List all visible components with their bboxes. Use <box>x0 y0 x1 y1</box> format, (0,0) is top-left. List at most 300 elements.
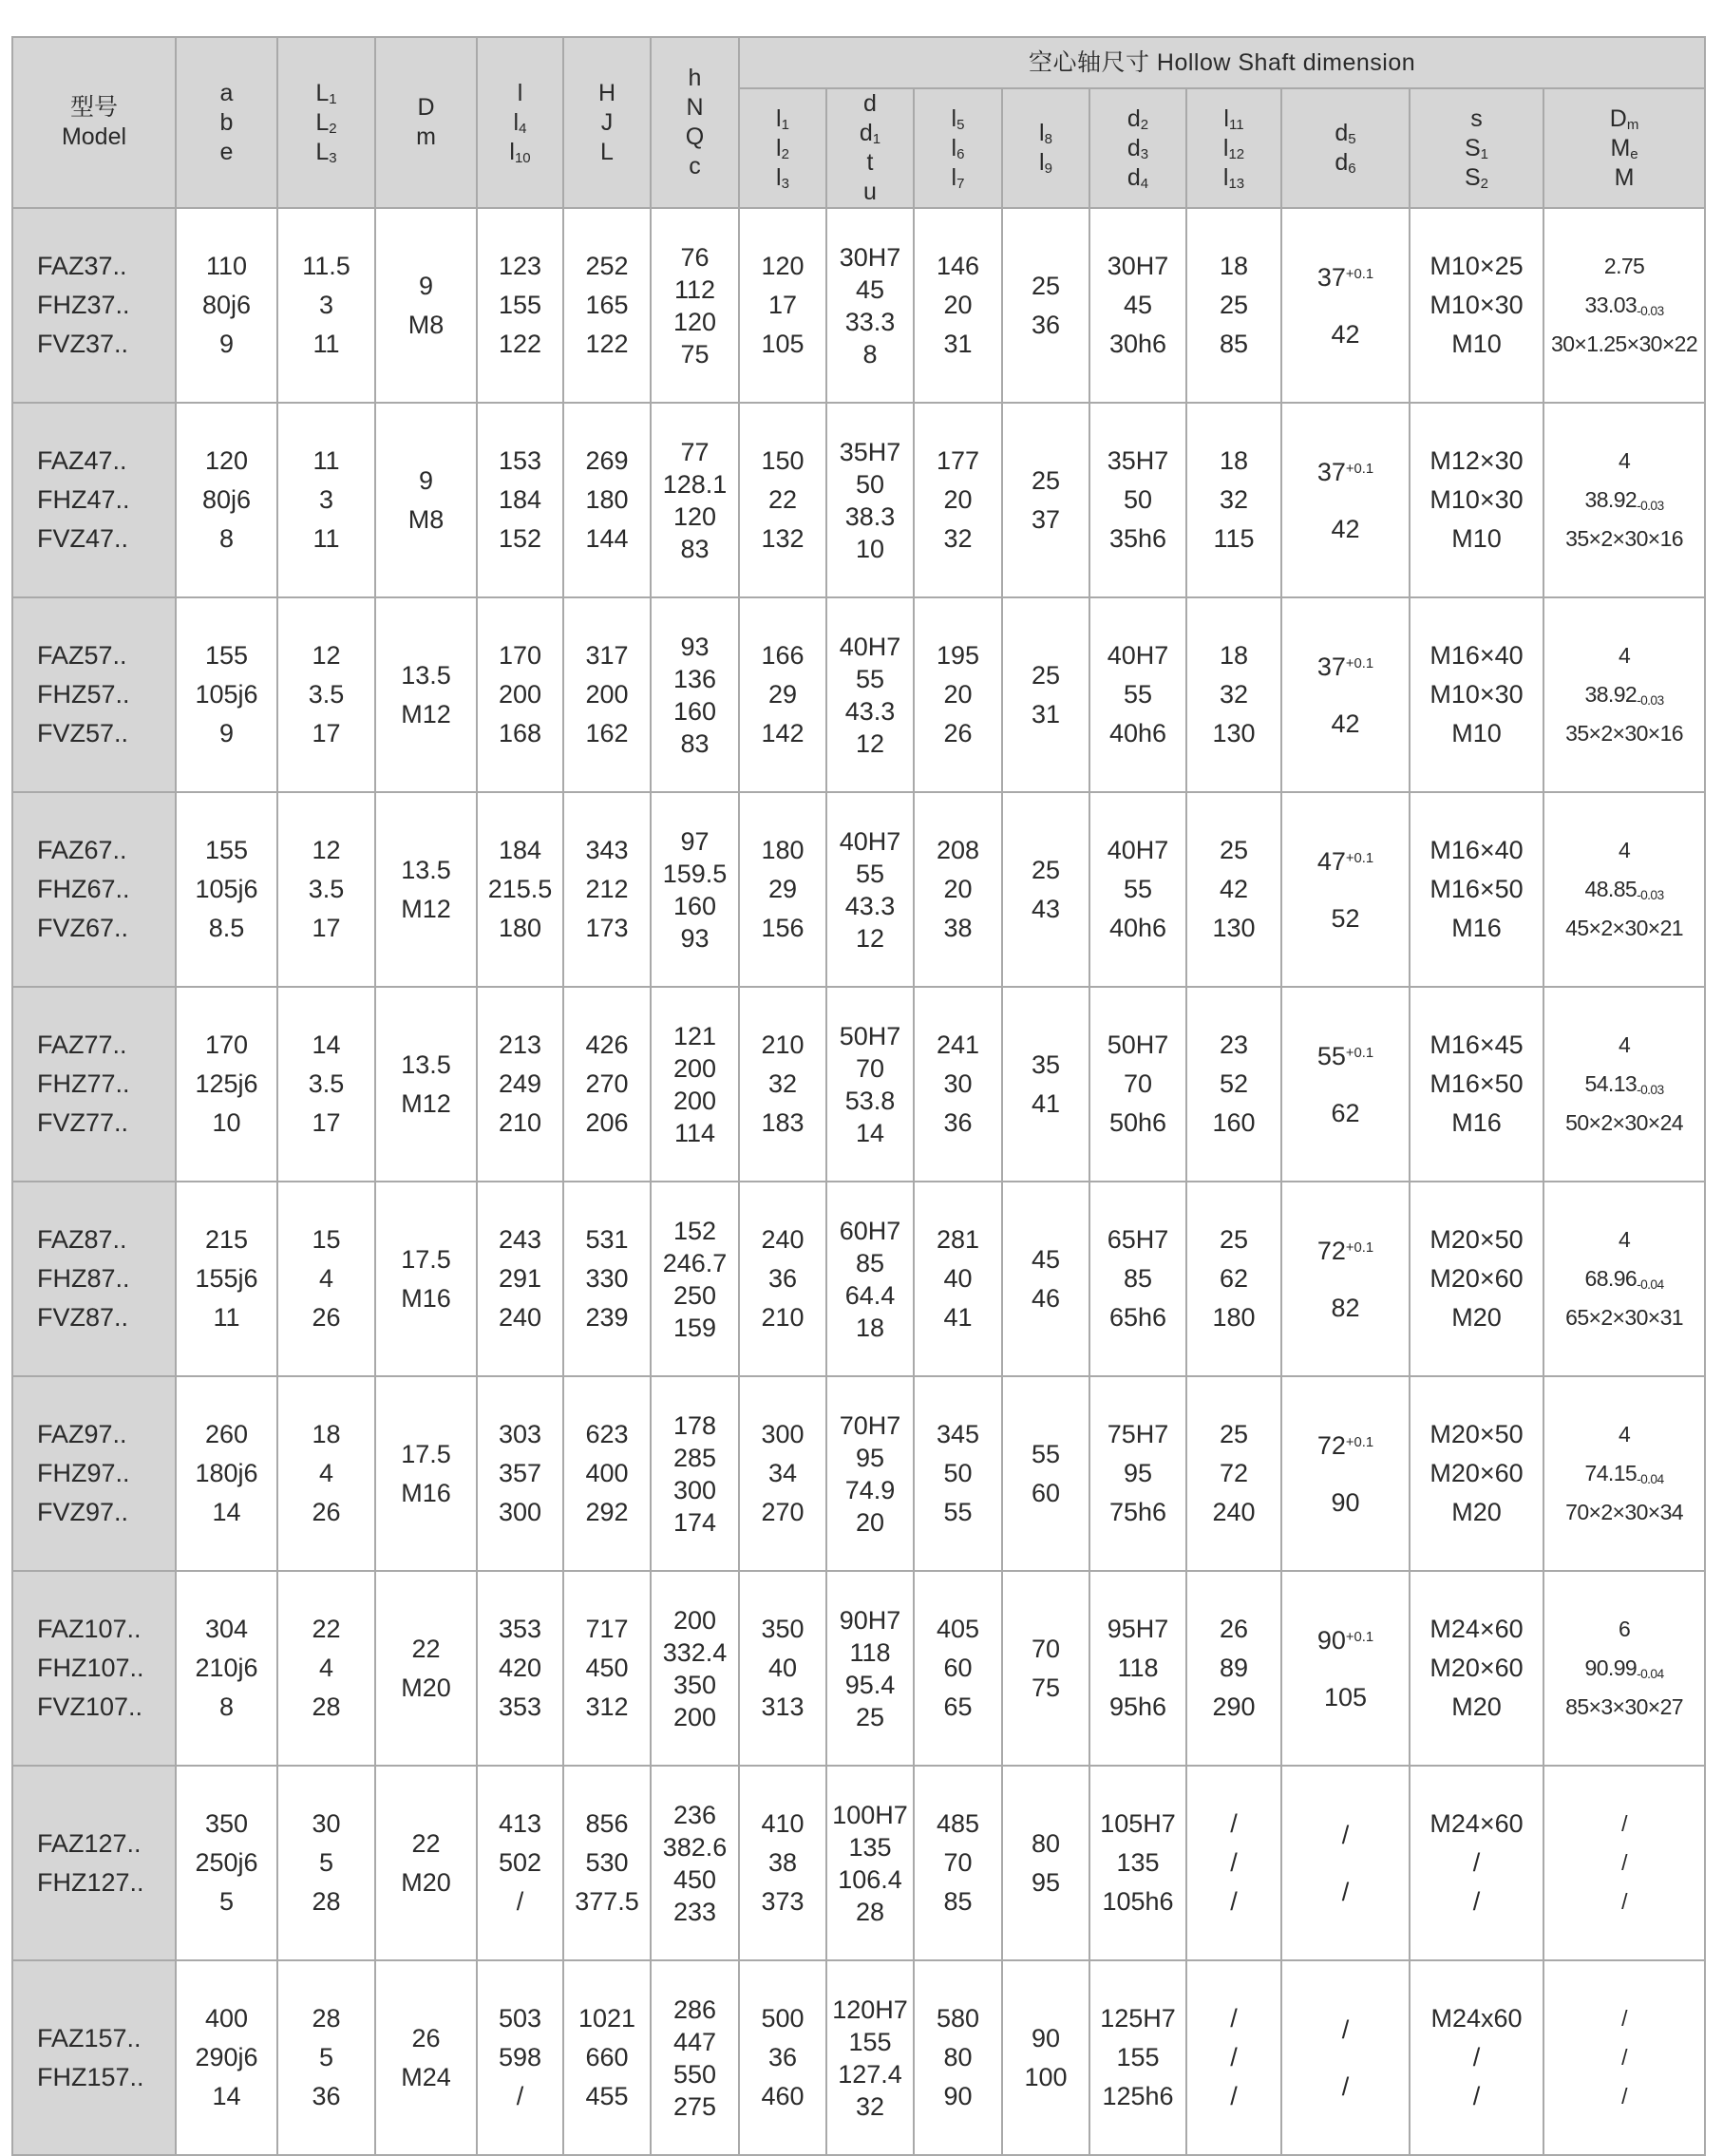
cell-value: 210 <box>761 1303 805 1332</box>
header-symbol <box>376 93 476 123</box>
cell-value <box>1544 1610 1704 1649</box>
cell-value: 413 <box>498 1809 542 1838</box>
cell-value <box>1544 831 1704 870</box>
cell-value: 281 <box>936 1225 980 1254</box>
cell-value: 55 <box>855 664 885 693</box>
symbol-subscript: 2 <box>1480 175 1489 192</box>
header-symbol <box>1544 104 1704 134</box>
header-symbol <box>827 119 913 148</box>
cell-value: M20×60 <box>1430 1654 1524 1682</box>
cell-value: 717 <box>585 1615 629 1643</box>
cell-value: 41 <box>1031 1088 1061 1118</box>
cell-value: 40 <box>767 1654 798 1682</box>
cell-value: 10 <box>855 534 885 563</box>
symbol-base: l <box>776 163 782 191</box>
cell-value: 76 <box>680 242 710 272</box>
cell-l1113 <box>1186 597 1281 792</box>
cell-value: 25 <box>1031 855 1061 884</box>
cell-value: 170 <box>204 1031 249 1059</box>
value-base: 48.85 <box>1584 877 1638 901</box>
cell-value: 125h6 <box>1102 2082 1174 2110</box>
cell-l13 <box>739 1960 826 2155</box>
cell-value: 14 <box>212 1498 241 1526</box>
header-symbol <box>278 138 374 167</box>
cell-value: M16×50 <box>1430 875 1524 903</box>
cell-value: 62 <box>1219 1264 1249 1293</box>
cell-L <box>277 987 375 1182</box>
cell-value: 200 <box>672 1605 717 1635</box>
cell-value: 184 <box>498 485 542 514</box>
cell-Dm-Me-M <box>1543 1766 1705 1960</box>
cell-value: 9 <box>218 330 235 358</box>
cell-value <box>1544 1065 1704 1104</box>
cell-value: 22 <box>312 1615 341 1643</box>
value-base: 65×2×30×31 <box>1565 1305 1683 1330</box>
cell-value: M20 <box>1451 1693 1502 1721</box>
cell-value: 121 <box>672 1021 717 1050</box>
header-symbol <box>915 104 1001 134</box>
cell-value: 240 <box>498 1303 542 1332</box>
hollow-shaft-group-title: 空心轴尺寸 Hollow Shaft dimension <box>739 37 1705 88</box>
header-symbol <box>564 108 650 138</box>
cell-value <box>1544 1220 1704 1259</box>
cell-value: 156 <box>761 914 805 942</box>
tolerance-superscript: +0.1 <box>1345 461 1374 477</box>
column-header-15 <box>1543 88 1705 208</box>
cell-Dm-Me-M <box>1543 1960 1705 2155</box>
value-base: 45×2×30×21 <box>1565 916 1683 940</box>
cell-value: 180j6 <box>195 1459 258 1487</box>
value-base: 6 <box>1618 1617 1631 1641</box>
cell-value: M16 <box>1451 914 1502 942</box>
cell-value: 28 <box>855 1897 885 1926</box>
cell-l57 <box>914 792 1002 987</box>
cell-value <box>1544 1999 1704 2038</box>
symbol-base: l <box>513 108 520 136</box>
cell-value: 60 <box>1031 1478 1061 1507</box>
cell-value: 177 <box>936 446 980 475</box>
symbol-base: d <box>1127 163 1141 191</box>
cell-d5-d6 <box>1281 1182 1410 1376</box>
symbol-subscript: 2 <box>329 120 337 137</box>
symbol-base: M <box>1614 163 1635 191</box>
cell-hNQc <box>651 1960 739 2155</box>
symbol-base: S <box>1464 134 1481 161</box>
cell-value <box>1544 1882 1704 1921</box>
cell-l1113 <box>1186 987 1281 1182</box>
symbol-base: l <box>1222 163 1229 191</box>
cell-value: 313 <box>761 1693 805 1721</box>
model-name: FHZ37.. <box>37 291 130 319</box>
cell-value: M20 <box>1451 1498 1502 1526</box>
cell-value: 41 <box>943 1303 973 1332</box>
cell-value: 155 <box>1116 2043 1160 2071</box>
cell-l89 <box>1002 597 1089 792</box>
cell-value: 241 <box>936 1031 980 1059</box>
cell-l4 <box>477 1376 563 1571</box>
cell-value: 65H7 <box>1107 1225 1169 1254</box>
cell-value: / <box>1472 1887 1481 1916</box>
cell-value: 11 <box>312 446 340 475</box>
cell-value: 28 <box>312 2004 341 2033</box>
value-base: 82 <box>1331 1293 1360 1322</box>
cell-value <box>1282 1474 1409 1531</box>
symbol-subscript: 13 <box>1228 175 1245 192</box>
cell-value: 195 <box>936 641 980 670</box>
cell-value: 136 <box>672 664 717 693</box>
cell-hNQc <box>651 987 739 1182</box>
cell-value: 300 <box>498 1498 542 1526</box>
symbol-base: L <box>315 138 330 165</box>
cell-value: 46 <box>1031 1283 1061 1313</box>
header-row-1 <box>12 37 1705 88</box>
cell-value: M24×60 <box>1430 1615 1524 1643</box>
cell-value: 236 <box>672 1800 717 1829</box>
cell-value: M10×25 <box>1430 252 1524 280</box>
value-base: 105 <box>1323 1682 1368 1712</box>
model-header-cn: 型号 <box>69 94 118 121</box>
table-row <box>12 597 1705 792</box>
tolerance-superscript: +0.1 <box>1345 655 1374 671</box>
model-name: FHZ87.. <box>37 1264 130 1293</box>
tolerance-subscript: -0.03 <box>1637 303 1664 318</box>
header-symbol <box>827 178 913 207</box>
cell-value: 115 <box>1213 524 1255 553</box>
cell-value: 65 <box>943 1693 973 1721</box>
table-row <box>12 403 1705 597</box>
cell-value: 29 <box>767 680 798 709</box>
header-symbol <box>278 79 374 108</box>
model-name: FVZ87.. <box>37 1303 129 1332</box>
cell-value: 856 <box>585 1809 629 1838</box>
cell-d24 <box>1089 792 1186 987</box>
tolerance-superscript: +0.1 <box>1345 1045 1374 1061</box>
cell-value: 18 <box>855 1313 885 1342</box>
symbol-subscript: 7 <box>956 175 965 192</box>
cell-abe <box>176 1571 277 1766</box>
cell-HJL <box>563 1571 651 1766</box>
cell-value: 286 <box>672 1995 717 2024</box>
cell-Dm-Me-M <box>1543 597 1705 792</box>
cell-value: 208 <box>936 836 980 864</box>
cell-value <box>1544 1298 1704 1337</box>
cell-value: 183 <box>761 1108 805 1137</box>
cell-l1113 <box>1186 403 1281 597</box>
cell-s-S1-S2 <box>1410 1376 1543 1571</box>
cell-d5-d6 <box>1281 987 1410 1182</box>
cell-value: 118 <box>1117 1654 1159 1682</box>
cell-value: 50 <box>1123 485 1153 514</box>
cell-value: 303 <box>498 1420 542 1448</box>
cell-value: 72 <box>1219 1459 1249 1487</box>
value-base: 42 <box>1331 709 1360 738</box>
symbol-subscript: 4 <box>519 120 527 137</box>
cell-value: 70 <box>855 1053 885 1083</box>
cell-value: 53.8 <box>844 1086 896 1115</box>
header-symbol <box>1187 104 1280 134</box>
model-name: FVZ47.. <box>37 524 129 553</box>
cell-dtu <box>826 1766 914 1960</box>
cell-value: 239 <box>585 1303 629 1332</box>
cell-value: 114 <box>673 1118 716 1147</box>
symbol-base: d <box>1127 104 1141 132</box>
table-row <box>12 1960 1705 2155</box>
cell-value: 9 <box>218 719 235 747</box>
header-symbol <box>827 89 913 119</box>
cell-value: 31 <box>1031 699 1061 728</box>
value-base: 35×2×30×16 <box>1565 721 1683 746</box>
cell-value <box>1282 1085 1409 1142</box>
cell-value: 240 <box>1212 1498 1256 1526</box>
cell-value: 165 <box>585 291 629 319</box>
hollow-shaft-dimension-table <box>11 36 1706 2156</box>
model-name: FAZ67.. <box>37 836 127 864</box>
symbol-base: d <box>1335 149 1349 176</box>
value-base: 42 <box>1331 514 1360 543</box>
cell-L <box>277 597 375 792</box>
cell-value: M24×60 <box>1430 1809 1524 1838</box>
cell-value: 200 <box>672 1702 717 1731</box>
cell-value: 32 <box>1219 680 1249 709</box>
cell-value: 660 <box>585 2043 629 2071</box>
header-symbol <box>652 152 738 181</box>
cell-value: 25 <box>1219 291 1249 319</box>
tolerance-subscript: -0.03 <box>1637 692 1664 708</box>
cell-d24 <box>1089 987 1186 1182</box>
header-symbol <box>478 138 562 167</box>
tolerance-superscript: +0.1 <box>1345 1239 1374 1256</box>
cell-Dm <box>375 987 477 1182</box>
cell-value: 11.5 <box>302 252 350 280</box>
cell-value: 60 <box>943 1654 973 1682</box>
cell-value: 212 <box>585 875 629 903</box>
cell-value: / <box>1230 2043 1238 2071</box>
cell-l1113 <box>1186 1182 1281 1376</box>
cell-value: 25 <box>1031 271 1061 300</box>
cell-value: / <box>1230 1887 1238 1916</box>
cell-value: M20 <box>401 1867 451 1897</box>
cell-value: 128.1 <box>662 469 728 499</box>
cell-dtu <box>826 1571 914 1766</box>
cell-value: 93 <box>680 632 710 661</box>
column-header-8 <box>826 88 914 208</box>
cell-hNQc <box>651 792 739 987</box>
value-base: 68.96 <box>1584 1266 1638 1291</box>
model-name: FHZ107.. <box>37 1654 144 1682</box>
symbol-subscript: 3 <box>329 149 337 166</box>
cell-value: 30 <box>943 1069 973 1098</box>
cell-value: 105h6 <box>1102 1887 1174 1916</box>
cell-d5-d6 <box>1281 1376 1410 1571</box>
cell-value: / <box>1230 1848 1238 1877</box>
model-name: FVZ67.. <box>37 914 129 942</box>
cell-l1113 <box>1186 1571 1281 1766</box>
cell-value: 3 <box>318 485 334 514</box>
cell-value <box>1282 890 1409 947</box>
cell-value: 10 <box>212 1108 241 1137</box>
cell-d24 <box>1089 597 1186 792</box>
cell-value: 550 <box>672 2059 717 2089</box>
cell-value: 300 <box>672 1475 717 1504</box>
cell-value: 20 <box>855 1507 885 1537</box>
value-base: 4 <box>1618 1032 1631 1057</box>
table-header <box>12 37 1705 208</box>
symbol-base: l <box>1222 134 1229 161</box>
cell-value: 332.4 <box>662 1637 728 1667</box>
cell-value: 17.5 <box>401 1244 451 1274</box>
column-header-3 <box>375 37 477 208</box>
cell-dtu <box>826 1182 914 1376</box>
cell-value: 77 <box>680 437 710 466</box>
header-symbol <box>1544 134 1704 163</box>
cell-Dm <box>375 1182 477 1376</box>
cell-value: 405 <box>936 1615 980 1643</box>
symbol-base: d <box>863 90 877 117</box>
cell-value: 3.5 <box>308 680 345 709</box>
symbol-subscript: m <box>1626 116 1639 133</box>
cell-value: 14 <box>212 2082 241 2110</box>
cell-value: 168 <box>498 719 542 747</box>
cell-value: 43.3 <box>844 696 896 726</box>
cell-value: 80j6 <box>201 485 252 514</box>
model-name: FVZ107.. <box>37 1693 143 1721</box>
cell-value: M12 <box>401 699 451 728</box>
symbol-base: a <box>219 79 234 106</box>
cell-l1113 <box>1186 1766 1281 1960</box>
tolerance-subscript: -0.04 <box>1637 1471 1664 1486</box>
cell-value: 40H7 <box>1107 641 1169 670</box>
cell-value <box>1544 1805 1704 1844</box>
cell-value: 246.7 <box>662 1248 728 1277</box>
cell-value: 29 <box>767 875 798 903</box>
model-name: FHZ127.. <box>37 1867 144 1897</box>
cell-l1113 <box>1186 1376 1281 1571</box>
cell-value: 105j6 <box>195 680 258 709</box>
cell-value: 26 <box>312 1303 341 1332</box>
model-cell <box>12 403 176 597</box>
cell-value <box>1282 1222 1409 1279</box>
symbol-subscript: e <box>1630 145 1638 162</box>
symbol-base: m <box>416 123 436 150</box>
model-cell <box>12 792 176 987</box>
cell-value: 270 <box>761 1498 805 1526</box>
cell-HJL <box>563 208 651 403</box>
cell-l57 <box>914 1376 1002 1571</box>
cell-value: 12 <box>855 728 885 758</box>
cell-value: 30 <box>312 1809 341 1838</box>
cell-value: 85 <box>1219 330 1249 358</box>
cell-l89 <box>1002 1571 1089 1766</box>
cell-Dm-Me-M <box>1543 792 1705 987</box>
cell-value: 26 <box>411 2023 441 2052</box>
symbol-base: d <box>1127 134 1141 161</box>
cell-value: M10 <box>1451 524 1502 553</box>
cell-value: 152 <box>498 524 542 553</box>
cell-value: 5 <box>318 1848 334 1877</box>
symbol-subscript: 2 <box>781 145 789 162</box>
table-row <box>12 792 1705 987</box>
cell-value: M12 <box>401 894 451 923</box>
cell-value: 122 <box>498 330 542 358</box>
symbol-subscript: 10 <box>514 149 531 166</box>
cell-value: 623 <box>585 1420 629 1448</box>
header-symbol <box>740 134 825 163</box>
cell-l89 <box>1002 1960 1089 2155</box>
cell-value: 95 <box>1031 1867 1061 1897</box>
cell-value: 1021 <box>577 2004 636 2033</box>
cell-l89 <box>1002 1182 1089 1376</box>
cell-dtu <box>826 987 914 1182</box>
cell-l13 <box>739 597 826 792</box>
cell-value: M10 <box>1451 330 1502 358</box>
cell-value: M12×30 <box>1430 446 1524 475</box>
cell-value: 85 <box>1123 1264 1153 1293</box>
cell-value: 28 <box>312 1693 341 1721</box>
cell-HJL <box>563 792 651 987</box>
cell-l57 <box>914 403 1002 597</box>
cell-value: 25 <box>855 1702 885 1731</box>
cell-Dm <box>375 403 477 597</box>
cell-value <box>1544 636 1704 675</box>
cell-Dm-Me-M <box>1543 403 1705 597</box>
cell-value <box>1282 306 1409 363</box>
cell-dtu <box>826 1960 914 2155</box>
cell-value: 160 <box>672 696 717 726</box>
table-row <box>12 208 1705 403</box>
symbol-base: l <box>951 134 957 161</box>
cell-value: 233 <box>672 1897 717 1926</box>
cell-l89 <box>1002 792 1089 987</box>
cell-value: 285 <box>672 1443 717 1472</box>
symbol-subscript: 1 <box>872 131 881 147</box>
cell-value: 122 <box>585 330 629 358</box>
value-base: 54.13 <box>1584 1071 1638 1096</box>
symbol-subscript: 4 <box>1140 175 1149 192</box>
value-base: / <box>1621 1811 1627 1836</box>
cell-value: 18 <box>1219 446 1249 475</box>
tolerance-superscript: +0.1 <box>1345 266 1374 282</box>
cell-value: 300 <box>761 1420 805 1448</box>
cell-value <box>1282 1417 1409 1474</box>
cell-value: 447 <box>672 2027 717 2056</box>
value-base: 33.03 <box>1584 293 1638 317</box>
cell-value <box>1544 2077 1704 2116</box>
symbol-base: l <box>509 138 515 165</box>
cell-value: 250j6 <box>195 1848 258 1877</box>
cell-Dm-Me-M <box>1543 1376 1705 1571</box>
cell-L <box>277 1182 375 1376</box>
cell-value: 26 <box>1219 1615 1249 1643</box>
value-base: 42 <box>1331 319 1360 349</box>
tolerance-superscript: +0.1 <box>1345 850 1374 866</box>
cell-value: 22 <box>767 485 798 514</box>
cell-value: 155 <box>498 291 542 319</box>
cell-value: 377.5 <box>575 1887 639 1916</box>
cell-value: 291 <box>498 1264 542 1293</box>
model-name: FAZ47.. <box>37 446 127 475</box>
cell-value: 215.5 <box>487 875 553 903</box>
cell-l1113 <box>1186 792 1281 987</box>
header-symbol <box>478 79 562 108</box>
cell-s-S1-S2 <box>1410 597 1543 792</box>
cell-HJL <box>563 403 651 597</box>
cell-value <box>1282 249 1409 306</box>
value-base: 50×2×30×24 <box>1565 1110 1683 1135</box>
cell-value: 580 <box>936 2004 980 2033</box>
cell-value: 50 <box>855 469 885 499</box>
symbol-base: d <box>859 120 873 146</box>
cell-abe <box>176 1766 277 1960</box>
